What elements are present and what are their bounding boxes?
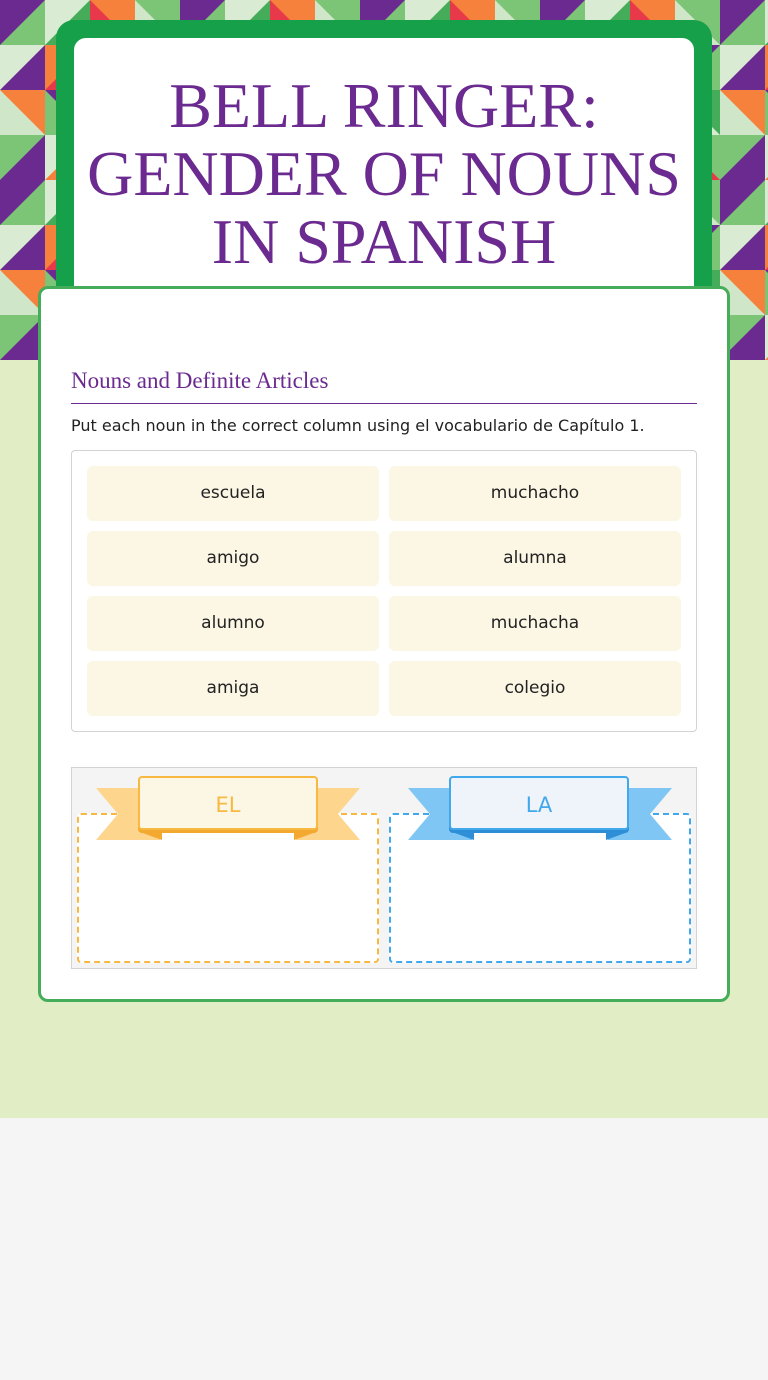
category-label-el: EL	[138, 776, 318, 830]
word-tile[interactable]: amiga	[87, 661, 379, 716]
category-label-la: LA	[449, 776, 629, 830]
section-title: Nouns and Definite Articles	[71, 366, 697, 404]
word-tile[interactable]: colegio	[389, 661, 681, 716]
instructions-text: Put each noun in the correct column using el vocabulario de Capítulo 1.	[71, 416, 645, 435]
word-tile[interactable]: muchacho	[389, 466, 681, 521]
word-tile[interactable]: muchacha	[389, 596, 681, 651]
word-tile[interactable]: amigo	[87, 531, 379, 586]
page-title: BELL RINGER: GENDER OF NOUNS IN SPANISH	[87, 70, 681, 277]
word-bank	[71, 450, 697, 732]
word-tile[interactable]: alumno	[87, 596, 379, 651]
word-tile[interactable]: alumna	[389, 531, 681, 586]
word-tile[interactable]: escuela	[87, 466, 379, 521]
